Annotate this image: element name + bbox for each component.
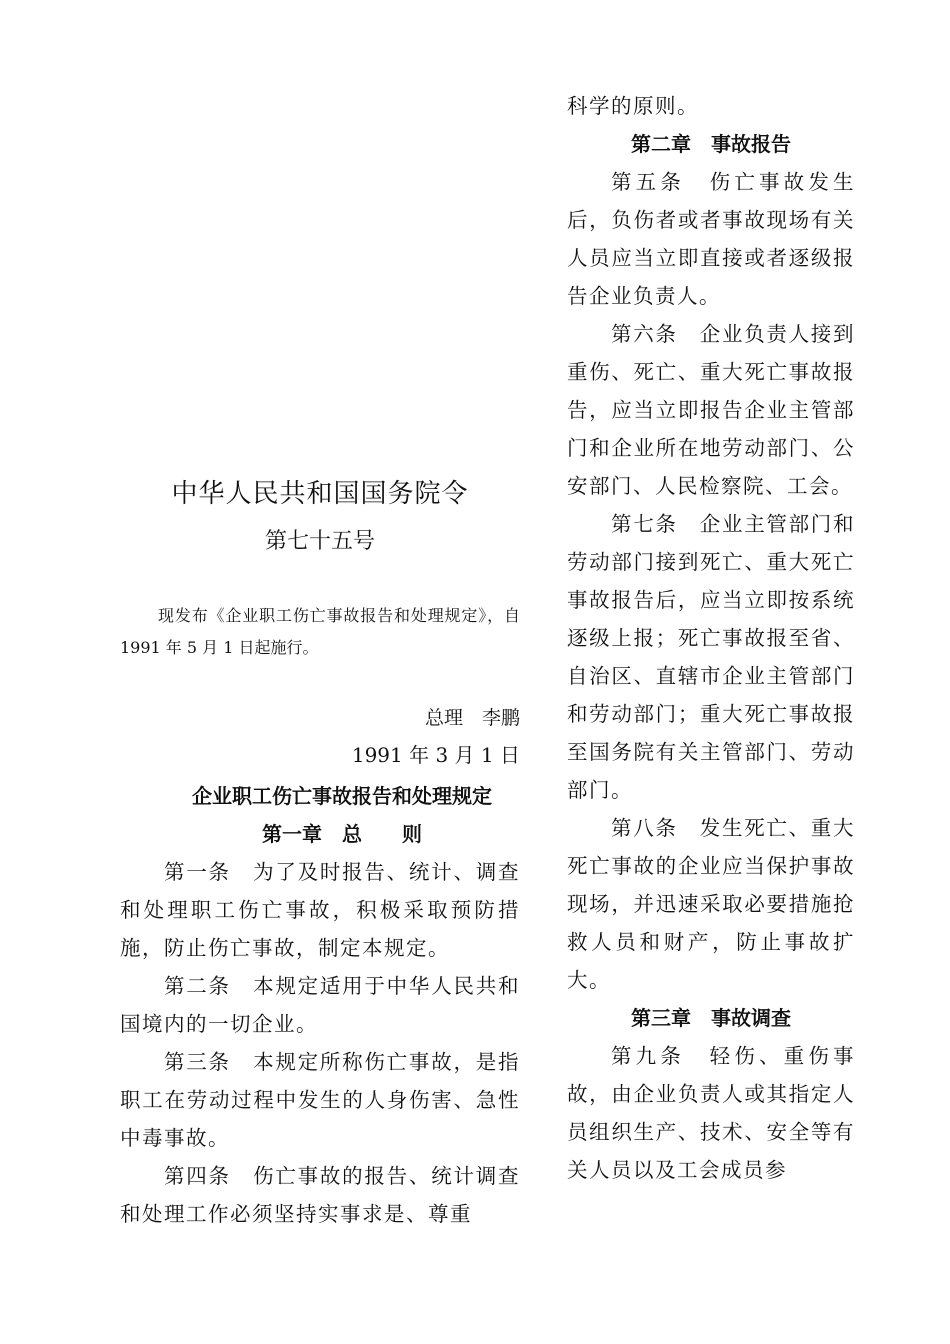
right-column-articles <box>567 87 855 1189</box>
article-4-continued: 科学的原则。 <box>567 94 699 118</box>
article-3: 第三条 本规定所称伤亡事故，是指职工在劳动过程中发生的人身伤害、急性中毒事故。 <box>120 1050 520 1150</box>
article-8: 第八条 发生死亡、重大死亡事故的企业应当保护事故现场，并迅速采取必要措施抢救人员和财产，防止事故扩大。 <box>567 816 855 992</box>
chapter-heading-1: 第一章 总 则 <box>262 822 422 846</box>
signature: 总理 李鹏 <box>424 707 520 729</box>
article-9: 第九条 轻伤、重伤事故，由企业负责人或其指定人员组织生产、技术、安全等有关人员以及工会成员参 <box>567 1044 855 1182</box>
article-5: 第五条 伤亡事故发生后，负伤者或者事故现场有关人员应当立即直接或者逐级报告企业负责人。 <box>567 170 855 308</box>
chapter-heading-3: 第三章 事故调查 <box>631 1006 791 1030</box>
decree-number: 第七十五号 <box>264 529 375 554</box>
article-1: 第一条 为了及时报告、统计、调查和处理职工伤亡事故，积极采取预防措施，防止伤亡事故，制定本规定。 <box>120 860 520 960</box>
left-column-articles <box>120 853 520 1233</box>
signature-date: 1991 年 3 月 1 日 <box>351 743 520 767</box>
decree-title: 中华人民共和国国务院令 <box>171 479 469 509</box>
chapter-heading-2: 第二章 事故报告 <box>631 132 791 156</box>
regulation-title: 企业职工伤亡事故报告和处理规定 <box>192 784 492 808</box>
article-6: 第六条 企业负责人接到重伤、死亡、重大死亡事故报告，应当立即报告企业主管部门和企业所在地劳动部门、公安部门、人民检察院、工会。 <box>567 322 855 498</box>
article-4: 第四条 伤亡事故的报告、统计调查和处理工作必须坚持实事求是、尊重 <box>120 1164 520 1226</box>
article-7: 第七条 企业主管部门和劳动部门接到死亡、重大死亡事故报告后，应当立即按系统逐级上报；死亡事故报至省、自治区、直辖市企业主管部门和劳动部门；重大死亡事故报至国务院有关主管部门、劳动部门。 <box>567 512 855 802</box>
article-2: 第二条 本规定适用于中华人民共和国境内的一切企业。 <box>120 974 520 1036</box>
promulgation-text: 现发布《企业职工伤亡事故报告和处理规定》，自 1991 年 5 月 1 日起施行。 <box>120 606 520 657</box>
